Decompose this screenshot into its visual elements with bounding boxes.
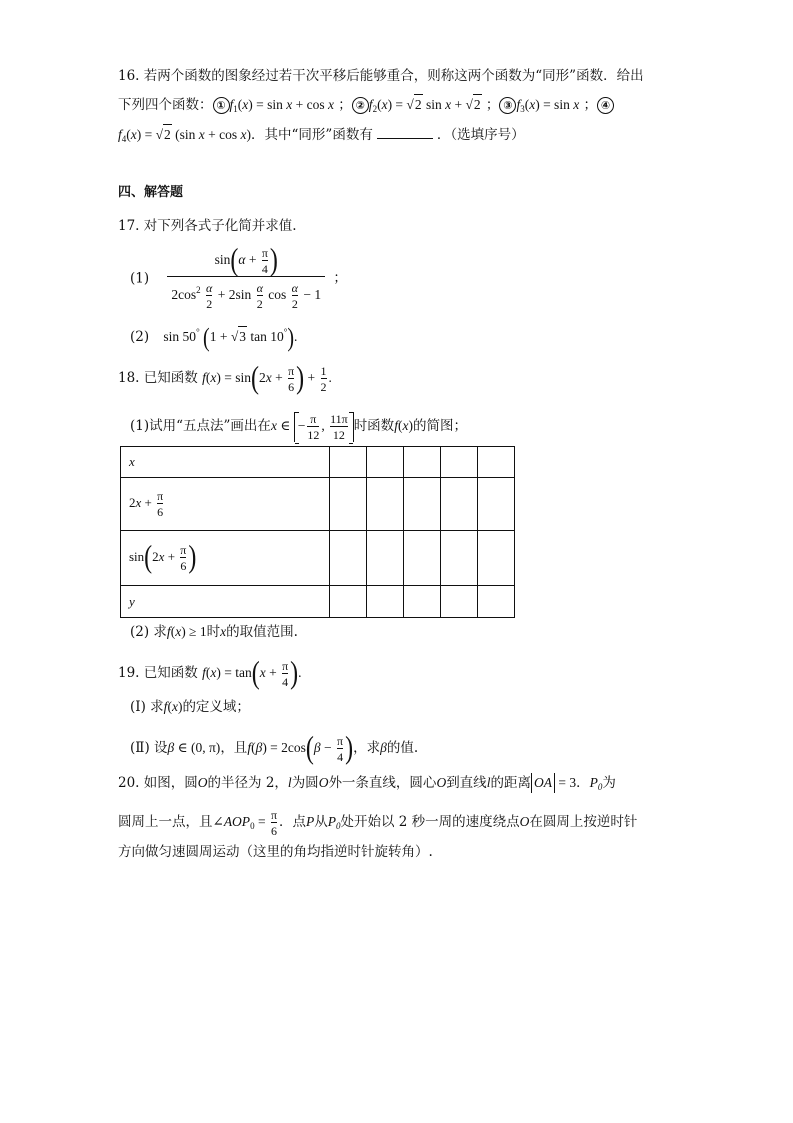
five-point-table bbox=[120, 446, 515, 618]
table-row bbox=[121, 531, 515, 586]
q20-text: 从 bbox=[314, 814, 328, 831]
q20-text: 圆周上一点，且 bbox=[118, 814, 213, 831]
q20-line3: 方向做匀速圆周运动（这里的角均指逆时针旋转角）. bbox=[118, 844, 433, 860]
q17-p2-expr: sin 50° (1 + √3 tan 10°). bbox=[163, 323, 298, 353]
table-cell[interactable] bbox=[441, 586, 478, 618]
q19-cond: β ∈ (0, π) bbox=[167, 740, 221, 756]
table-cell[interactable] bbox=[478, 586, 515, 618]
q16-end: ．（选填序号） bbox=[436, 127, 525, 143]
q19-p2-label: (Ⅱ) bbox=[130, 740, 150, 757]
q20-angle: $\angle AOP_0$ = $\frac{\pi}{6}$ bbox=[212, 808, 277, 838]
q19-eq: f(β) = 2cos(β − $\frac{\pi}{4}$ ) bbox=[247, 732, 354, 766]
q19-p2-text-c: ，求 bbox=[353, 740, 381, 757]
q17-part1 bbox=[130, 246, 347, 311]
q18-prefix: 已知函数 bbox=[143, 370, 198, 387]
var-O: O bbox=[197, 775, 208, 790]
var-P0: $P_0$ bbox=[327, 814, 341, 832]
q19-fx: f(x) bbox=[163, 699, 183, 714]
q18-p1-label: (1) bbox=[130, 418, 150, 435]
q20-number: 20. bbox=[118, 775, 140, 791]
table-cell[interactable] bbox=[330, 586, 367, 618]
q19-p1-text-a: 求 bbox=[150, 699, 164, 715]
q20-text: ． bbox=[576, 775, 590, 791]
var-O: O bbox=[519, 814, 530, 830]
q17-part2 bbox=[130, 322, 298, 353]
q18-part2 bbox=[130, 622, 298, 642]
table-cell[interactable] bbox=[404, 478, 441, 531]
q19-number: 19. bbox=[118, 665, 140, 682]
q17-p1-numerator: sin(α + $\frac{\pi}{4}$ ) bbox=[214, 244, 278, 278]
q16-ask: ．其中“同形”函数有 bbox=[251, 127, 373, 143]
func-f4: $f_4(x) = √2$ (sin x + cos x) bbox=[118, 127, 251, 142]
table-cell[interactable] bbox=[441, 447, 478, 478]
q18-p1-text: 试用“五点法”画出在 bbox=[149, 418, 271, 435]
q18-p2-text-a: 求 bbox=[153, 624, 167, 640]
q18-p2-expr: f(x) ≥ 1 bbox=[166, 624, 207, 639]
q17-stem: 对下列各式子化简并求值. bbox=[143, 218, 297, 234]
q19-part1 bbox=[130, 697, 250, 717]
q16-stem: 若两个函数的图象经过若干次平移后能够重合，则称这两个函数为“同形”函数．给出 bbox=[143, 68, 644, 84]
q17-p2-label: (2) bbox=[130, 329, 150, 345]
q18-p2-text-b: 时 bbox=[206, 624, 221, 640]
var-P0: $P_0$ bbox=[589, 775, 603, 792]
q18-stem-line bbox=[118, 364, 332, 394]
q17-p1-denominator: $2\cos^2$ $\frac{\alpha}{2}$ + 2sin $\frac{\alpha}{2}$ cos $\frac{\alpha}{2}$ − 1 bbox=[167, 276, 325, 311]
q19-function: f(x) = tan(x + $\frac{\pi}{4}$ ). bbox=[202, 657, 302, 691]
row-label-2x: 2x + $\frac{\pi}{6}$ bbox=[121, 478, 330, 531]
q16-intro: 下列四个函数： bbox=[118, 97, 213, 113]
table-cell[interactable] bbox=[478, 531, 515, 586]
q19-p2-text-d: 的值. bbox=[386, 740, 419, 757]
q17-p1-end: ； bbox=[333, 270, 347, 287]
q16-line3 bbox=[118, 124, 525, 149]
func-f2: $f_2(x) = √2$ sin x + √2 bbox=[369, 97, 482, 112]
q20-text: 为圆 bbox=[291, 775, 319, 791]
q19-part2 bbox=[130, 734, 418, 764]
table-cell[interactable] bbox=[367, 478, 404, 531]
q19-p1-text-b: 的定义域； bbox=[182, 699, 250, 715]
table-cell[interactable] bbox=[330, 447, 367, 478]
func-f1: $f_1(x) = \sin x + \cos x$ bbox=[229, 97, 334, 114]
mark-1: ① bbox=[213, 97, 230, 114]
q20-text: ．点 bbox=[279, 814, 306, 831]
var-O: O bbox=[318, 775, 329, 790]
q17-stem-line bbox=[118, 216, 297, 236]
var-l: l bbox=[287, 775, 292, 790]
q20-line1 bbox=[118, 773, 616, 797]
q19-p2-text-a: 设 bbox=[154, 740, 168, 757]
q18-number: 18. bbox=[118, 370, 140, 387]
q17-p1-fraction bbox=[167, 246, 325, 311]
table-cell[interactable] bbox=[441, 531, 478, 586]
q18-range: x ∈ − $\frac{\pi}{12}$ , $\frac{11\pi}{12}$ bbox=[271, 418, 354, 433]
table-row bbox=[121, 447, 515, 478]
q18-fx: f(x) bbox=[394, 418, 413, 434]
q18-part1 bbox=[130, 412, 467, 442]
mark-4: ④ bbox=[597, 97, 614, 114]
q18-p2-var: x bbox=[220, 624, 227, 639]
q20-distance: OA = 3 bbox=[531, 775, 576, 790]
q16-number: 16. bbox=[118, 68, 140, 84]
table-row bbox=[121, 586, 515, 618]
row-label-x: x bbox=[121, 447, 330, 478]
q19-p1-label: (Ⅰ) bbox=[130, 699, 146, 715]
q20-text: 在圆周上按逆时针 bbox=[529, 814, 638, 831]
q20-text: 处开始以 2 秒一周的速度绕点 bbox=[340, 814, 520, 831]
q20-text: 外一条直线，圆心 bbox=[328, 775, 437, 791]
q19-beta: β bbox=[380, 740, 387, 756]
q18-p1-text-b: 时函数 bbox=[353, 418, 395, 435]
table-cell[interactable] bbox=[330, 478, 367, 531]
table-cell[interactable] bbox=[367, 531, 404, 586]
q19-prefix: 已知函数 bbox=[143, 665, 198, 682]
var-l: l bbox=[486, 775, 491, 790]
q16-line1 bbox=[118, 66, 644, 86]
func-f3: $f_3(x) = \sin x$ bbox=[516, 97, 580, 114]
q20-text: 的距离 bbox=[490, 775, 531, 791]
table-row bbox=[121, 478, 515, 531]
q18-p2-label: (2) bbox=[130, 624, 150, 640]
q20-text: 如图，圆 bbox=[143, 775, 198, 791]
q18-p2-text-c: 的取值范围. bbox=[226, 624, 298, 640]
q20-text: 到直线 bbox=[446, 775, 487, 791]
row-label-y: y bbox=[121, 586, 330, 618]
answer-blank[interactable] bbox=[377, 126, 433, 139]
table-cell[interactable] bbox=[478, 478, 515, 531]
q18-function: f(x) = sin(2x + $\frac{\pi}{6}$ ) + $\frac{1}{2}$ . bbox=[202, 362, 332, 396]
table-cell[interactable] bbox=[404, 531, 441, 586]
table-cell[interactable] bbox=[367, 586, 404, 618]
row-label-sin: sin(2x + $\frac{\pi}{6}$ ) bbox=[121, 531, 330, 586]
q20-text: 为 bbox=[602, 775, 616, 791]
table-cell[interactable] bbox=[478, 447, 515, 478]
q20-line2 bbox=[118, 808, 637, 838]
table-cell[interactable] bbox=[404, 447, 441, 478]
q16-line2: 下列四个函数： ① $f_1(x) = \sin x + \cos x$ ； ② $f_2(x) = √2$ sin x + √2 ； ③ $f_3(x) = \sin x$ ； ④ bbox=[118, 94, 614, 119]
q19-p2-text-b: ，且 bbox=[220, 740, 248, 757]
var-P: P bbox=[306, 814, 315, 830]
section-title: 四、解答题 bbox=[118, 185, 184, 200]
table-cell[interactable] bbox=[441, 478, 478, 531]
var-O: O bbox=[436, 775, 447, 790]
q20-text: 的半径为 2， bbox=[207, 775, 288, 791]
mark-2: ② bbox=[352, 97, 369, 114]
table-cell[interactable] bbox=[330, 531, 367, 586]
table-cell[interactable] bbox=[367, 447, 404, 478]
mark-3: ③ bbox=[499, 97, 516, 114]
q17-number: 17. bbox=[118, 218, 140, 234]
table-cell[interactable] bbox=[404, 586, 441, 618]
q18-p1-text-c: 的简图； bbox=[412, 418, 467, 435]
q17-p1-label: (1) bbox=[130, 270, 150, 287]
q19-stem-line bbox=[118, 659, 302, 689]
